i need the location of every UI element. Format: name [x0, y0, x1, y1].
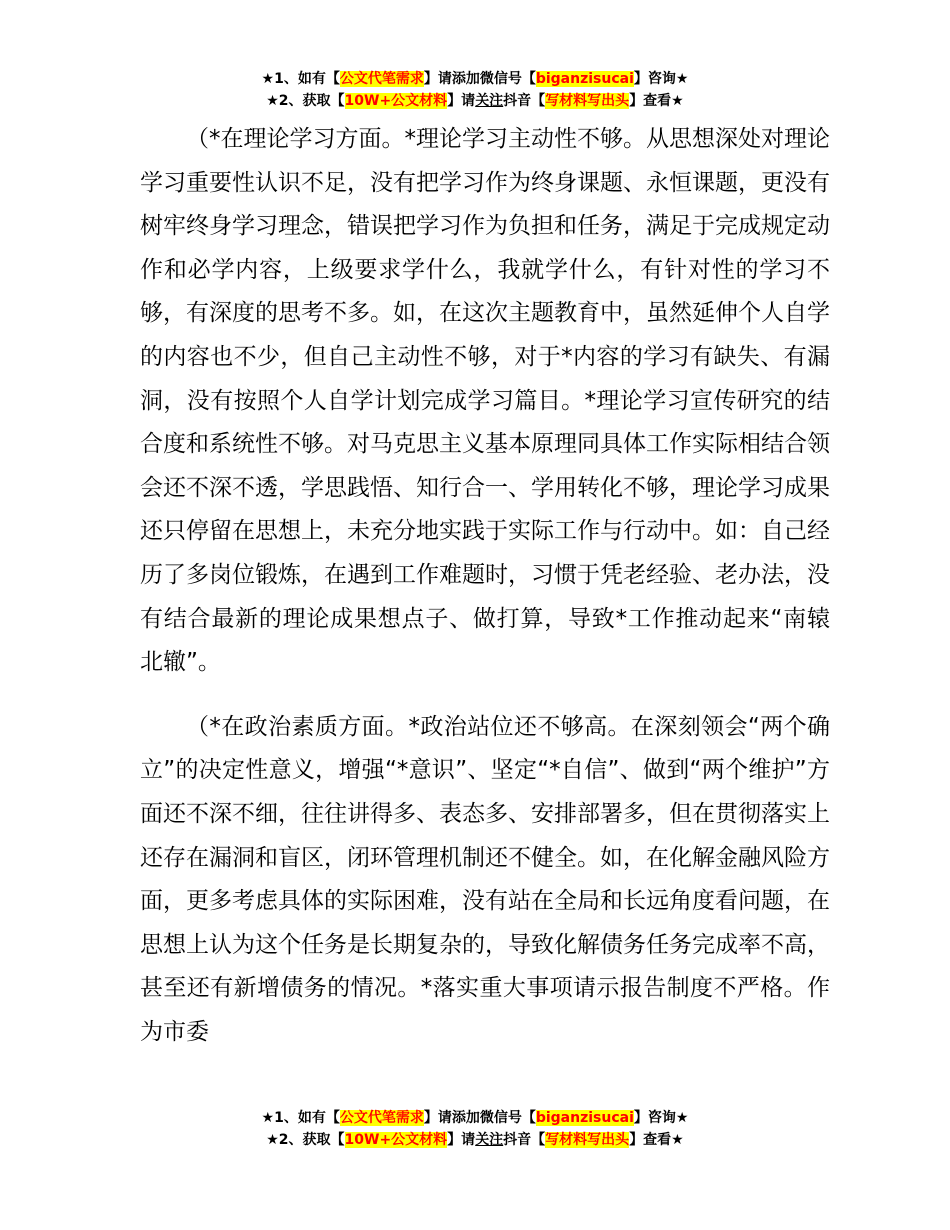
footer-text: 】请添加微信号【 — [423, 1110, 536, 1126]
footer-text: 】请 — [447, 1132, 476, 1148]
header-text: ★1、如有【 — [261, 71, 340, 87]
header-text: ★2、获取【 — [266, 93, 345, 109]
footer-text: 】查看★ — [629, 1132, 684, 1148]
header-highlight-materials: 10W+公文材料 — [344, 93, 448, 109]
footer-text: 】咨询★ — [633, 1110, 689, 1126]
header-banner — [0, 68, 950, 112]
header-line-2 — [0, 90, 950, 112]
footer-highlight-douyin: 写材料写出头 — [545, 1132, 630, 1148]
header-text: 】查看★ — [629, 93, 684, 109]
header-highlight-douyin: 写材料写出头 — [545, 93, 630, 109]
footer-line-2 — [0, 1129, 950, 1151]
footer-text: ★2、获取【 — [266, 1132, 345, 1148]
paragraph-political-quality: （*在政治素质方面。*政治站位还不够高。在深刻领会“两个确立”的决定性意义，增强“*意识”、坚定“*自信”、做到“两个维护”方面还不深不细，往往讲得多、表态多、安排部署多，但在贯彻落实上还存在漏洞和盲区，闭环管理机制还不健全。如，在化解金融风险方面，更多考虑具体的实际困难，没有站在全局和长远角度看问题，在思想上认为这个任务是长期复杂的，导致化解债务任务完成率不高，甚至还有新增债务的情况。*落实重大事项请示报告制度不严格。作为市委 — [140, 713, 830, 1045]
header-text: 】请添加微信号【 — [423, 71, 536, 87]
header-text: 】咨询★ — [633, 71, 689, 87]
header-text: 】请 — [447, 93, 476, 109]
footer-text: 抖音【 — [503, 1132, 546, 1148]
footer-text: ★1、如有【 — [261, 1110, 340, 1126]
footer-highlight-wechat-id: biganzisucai — [535, 1110, 634, 1126]
header-underlined-text: 关注 — [475, 93, 504, 109]
footer-line-1 — [0, 1107, 950, 1129]
header-line-1 — [0, 68, 950, 90]
header-highlight-wechat-id: biganzisucai — [535, 71, 634, 87]
header-highlight-service: 公文代笔需求 — [339, 71, 424, 87]
document-body — [140, 118, 830, 1054]
footer-banner — [0, 1107, 950, 1151]
paragraph-theory-study: （*在理论学习方面。*理论学习主动性不够。从思想深处对理论学习重要性认识不足，没有把学习作为终身课题、永恒课题，更没有树牢终身学习理念，错误把学习作为负担和任务，满足于完成规定动作和必学内容，上级要求学什么，我就学什么，有针对性的学习不够，有深度的思考不多。如，在这次主题教育中，虽然延伸个人自学的内容也不少，但自己主动性不够，对于*内容的学习有缺失、有漏洞，没有按照个人自学计划完成学习篇目。*理论学习宣传研究的结合度和系统性不够。对马克思主义基本原理同具体工作实际相结合领会还不深不透，学思践悟、知行合一、学用转化不够，理论学习成果还只停留在思想上，未充分地实践于实际工作与行动中。如：自己经历了多岗位锻炼，在遇到工作难题时，习惯于凭老经验、老办法，没有结合最新的理论成果想点子、做打算，导致*工作推动起来“南辕北辙”。 — [140, 126, 830, 676]
footer-underlined-text: 关注 — [475, 1132, 504, 1148]
header-text: 抖音【 — [503, 93, 546, 109]
footer-highlight-service: 公文代笔需求 — [339, 1110, 424, 1126]
footer-highlight-materials: 10W+公文材料 — [344, 1132, 448, 1148]
